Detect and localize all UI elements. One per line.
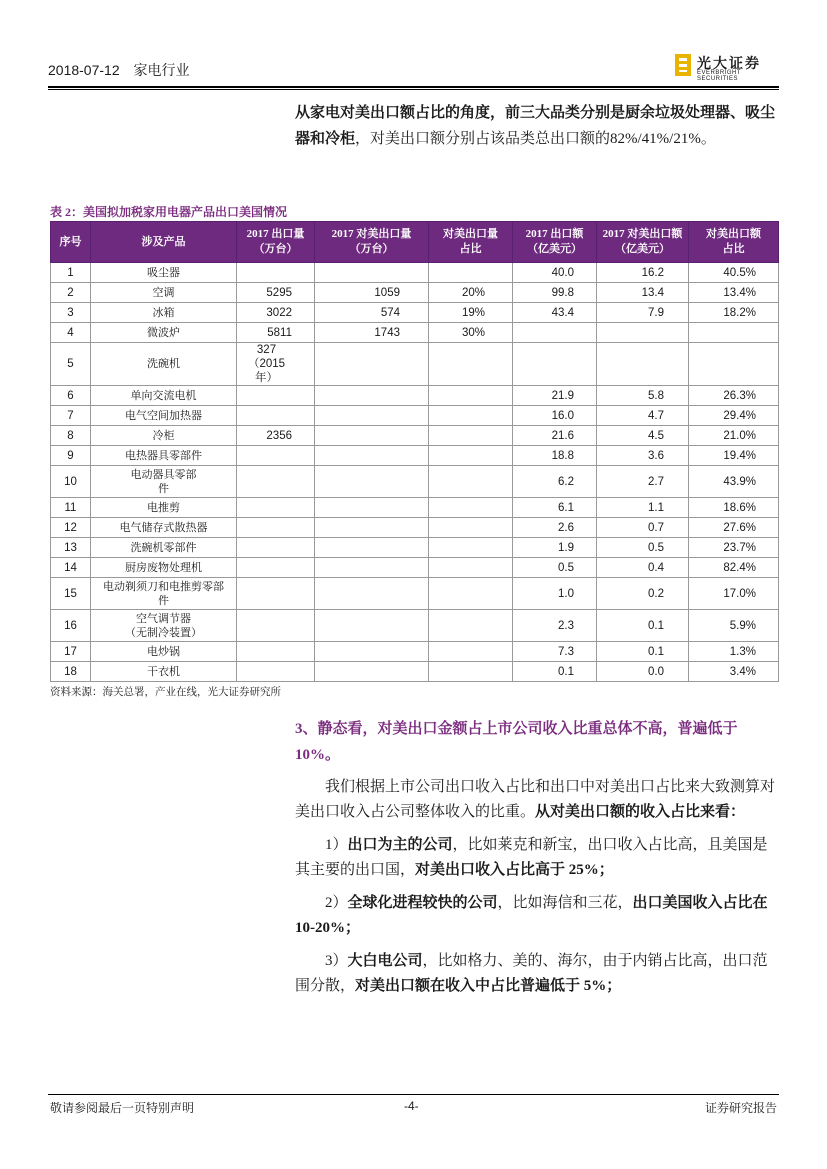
p4-num: 3）	[325, 953, 348, 969]
table-cell	[237, 498, 315, 518]
table-cell	[315, 642, 429, 662]
p3-bold: 全球化进程较快的公司	[347, 895, 498, 911]
intro-rest: ，对美出口额分别占该品类总出口额的82%/41%/21%。	[355, 131, 716, 147]
table-cell: 0.5	[513, 558, 597, 578]
table-row	[51, 323, 779, 343]
table-cell	[315, 578, 429, 610]
table-cell	[237, 558, 315, 578]
table-row	[51, 642, 779, 662]
table-cell: 19.4%	[689, 446, 779, 466]
table-cell: 21.9	[513, 386, 597, 406]
table-row	[51, 283, 779, 303]
table-cell: 17	[51, 642, 91, 662]
paragraph-4	[295, 949, 779, 999]
column-header: 2017 对美出口额 （亿美元）	[597, 222, 689, 263]
table-cell	[315, 406, 429, 426]
table-cell: 5811	[237, 323, 315, 343]
table-cell	[429, 610, 513, 642]
table-source: 资料来源：海关总署，产业在线，光大证券研究所	[50, 687, 281, 698]
table-cell: 16.2	[597, 263, 689, 283]
footer-divider	[48, 1094, 779, 1095]
table-cell	[597, 323, 689, 343]
table-cell: 0.7	[597, 518, 689, 538]
table-cell: 29.4%	[689, 406, 779, 426]
table-cell: 4.5	[597, 426, 689, 446]
table-cell: 冰箱	[91, 303, 237, 323]
company-logo	[675, 52, 779, 80]
table-cell	[689, 323, 779, 343]
page-header	[48, 52, 779, 84]
table-cell: 0.1	[513, 662, 597, 682]
table-row	[51, 610, 779, 642]
table-cell	[429, 446, 513, 466]
table-cell: 洗碗机零部件	[91, 538, 237, 558]
header-divider	[48, 86, 779, 88]
table-cell	[237, 518, 315, 538]
table-cell: 电气空间加热器	[91, 406, 237, 426]
table-cell: 7.9	[597, 303, 689, 323]
table-row	[51, 498, 779, 518]
table-cell: 40.0	[513, 263, 597, 283]
p4-text: ，比如格力、美的、海尔，由于内销占比高，出口范围分散，	[295, 953, 768, 994]
table-cell: 21.6	[513, 426, 597, 446]
table-cell: 17.0%	[689, 578, 779, 610]
table-cell	[237, 610, 315, 642]
table-row	[51, 518, 779, 538]
table-cell: 23.7%	[689, 538, 779, 558]
table-cell	[429, 642, 513, 662]
table-cell: 4	[51, 323, 91, 343]
p4-bold: 大白电公司	[347, 953, 423, 969]
table-cell	[237, 642, 315, 662]
table-row	[51, 386, 779, 406]
table-cell	[315, 498, 429, 518]
table-cell: 2.6	[513, 518, 597, 538]
table-cell	[429, 558, 513, 578]
p1-text: 我们根据上市公司出口收入占比和出口中对美出口占比来大致测算对美出口收入占公司整体收入的比重。	[295, 779, 776, 820]
table-cell	[237, 386, 315, 406]
table-cell: 电热器具零部件	[91, 446, 237, 466]
table-cell: 82.4%	[689, 558, 779, 578]
table-cell	[315, 386, 429, 406]
table-cell: 3022	[237, 303, 315, 323]
logo-text-en: EVERBRIGHT SECURITIES	[697, 70, 741, 82]
table-cell	[237, 466, 315, 498]
table-cell: 5.9%	[689, 610, 779, 642]
table-cell	[237, 446, 315, 466]
column-header: 对美出口量 占比	[429, 222, 513, 263]
table-cell: 2.7	[597, 466, 689, 498]
table-cell	[429, 662, 513, 682]
p4-bold-end: 对美出口额在收入中占比普遍低于 5%；	[355, 978, 622, 994]
table-cell: 13	[51, 538, 91, 558]
table-cell: 5295	[237, 283, 315, 303]
table-cell	[689, 343, 779, 386]
table-cell	[429, 343, 513, 386]
paragraph-1	[295, 775, 779, 825]
table-cell	[513, 343, 597, 386]
table-cell: 19%	[429, 303, 513, 323]
p1-bold: 从对美出口额的收入占比来看：	[535, 804, 746, 820]
table-cell	[597, 343, 689, 386]
p3-num: 2）	[325, 895, 348, 911]
table-cell: 1.9	[513, 538, 597, 558]
table-cell: 4.7	[597, 406, 689, 426]
table-cell: 5.8	[597, 386, 689, 406]
table-cell	[429, 386, 513, 406]
table-row	[51, 426, 779, 446]
table-cell: 327 （2015 年）	[237, 343, 315, 386]
table-row	[51, 446, 779, 466]
column-header: 对美出口额 占比	[689, 222, 779, 263]
table-cell	[237, 406, 315, 426]
table-cell	[237, 662, 315, 682]
table-row	[51, 662, 779, 682]
table-cell	[429, 406, 513, 426]
table-cell: 8	[51, 426, 91, 446]
table-cell: 43.9%	[689, 466, 779, 498]
table-cell	[315, 263, 429, 283]
table-cell: 单向交流电机	[91, 386, 237, 406]
table-cell: 15	[51, 578, 91, 610]
table-cell	[429, 466, 513, 498]
table-cell: 12	[51, 518, 91, 538]
table-cell: 1.0	[513, 578, 597, 610]
header-divider-thin	[48, 89, 779, 90]
table-cell: 21.0%	[689, 426, 779, 446]
footer-disclaimer: 敬请参阅最后一页特别声明	[50, 1101, 195, 1115]
table-cell: 0.1	[597, 642, 689, 662]
table-cell: 厨房废物处理机	[91, 558, 237, 578]
table-cell: 30%	[429, 323, 513, 343]
export-table	[50, 221, 778, 682]
table-cell: 99.8	[513, 283, 597, 303]
table-row	[51, 263, 779, 283]
table-cell: 13.4	[597, 283, 689, 303]
table-cell: 6	[51, 386, 91, 406]
column-header: 2017 出口量 （万台）	[237, 222, 315, 263]
table-cell: 13.4%	[689, 283, 779, 303]
table-row	[51, 406, 779, 426]
table-cell: 干衣机	[91, 662, 237, 682]
table-body	[51, 263, 779, 682]
table-cell: 7	[51, 406, 91, 426]
table-cell: 18.6%	[689, 498, 779, 518]
table-cell: 0.5	[597, 538, 689, 558]
p3-text: ，比如海信和三花，	[497, 895, 633, 911]
table-cell	[429, 426, 513, 446]
table-cell: 7.3	[513, 642, 597, 662]
table-cell	[315, 343, 429, 386]
table-cell: 电炒锅	[91, 642, 237, 662]
table-cell	[237, 538, 315, 558]
table-cell: 6.1	[513, 498, 597, 518]
report-date: 2018-07-12	[48, 62, 120, 78]
table-cell: 40.5%	[689, 263, 779, 283]
table-cell: 43.4	[513, 303, 597, 323]
header-meta	[48, 60, 200, 80]
paragraph-3	[295, 891, 779, 941]
table-cell: 16.0	[513, 406, 597, 426]
table-cell	[429, 578, 513, 610]
p2-bold: 出口为主的公司	[347, 837, 453, 853]
table-cell: 空调	[91, 283, 237, 303]
section-heading: 3、静态看，对美出口金额占上市公司收入比重总体不高，普遍低于 10%。	[295, 721, 738, 763]
table-cell: 电动剃须刀和电推剪零部 件	[91, 578, 237, 610]
table-cell	[237, 578, 315, 610]
table-cell	[237, 263, 315, 283]
table-cell: 微波炉	[91, 323, 237, 343]
table-title: 表 2：美国拟加税家用电器产品出口美国情况	[50, 205, 288, 219]
table-cell: 0.0	[597, 662, 689, 682]
table-cell: 18.8	[513, 446, 597, 466]
table-cell	[315, 466, 429, 498]
table-cell: 20%	[429, 283, 513, 303]
table-cell	[315, 610, 429, 642]
table-cell: 18	[51, 662, 91, 682]
table-cell	[429, 498, 513, 518]
table-cell: 18.2%	[689, 303, 779, 323]
table-cell: 2356	[237, 426, 315, 446]
table-cell	[513, 323, 597, 343]
table-cell: 2.3	[513, 610, 597, 642]
table-cell: 2	[51, 283, 91, 303]
table-cell: 0.2	[597, 578, 689, 610]
table-cell: 1059	[315, 283, 429, 303]
table-header-row	[51, 222, 779, 263]
table-cell	[315, 558, 429, 578]
table-cell: 3.6	[597, 446, 689, 466]
intro-paragraph	[295, 100, 779, 152]
table-row	[51, 578, 779, 610]
column-header: 2017 出口额 （亿美元）	[513, 222, 597, 263]
table-cell: 空气调节器 （无制冷装置）	[91, 610, 237, 642]
table-cell: 3.4%	[689, 662, 779, 682]
table-cell: 吸尘器	[91, 263, 237, 283]
table-cell: 1	[51, 263, 91, 283]
table-cell: 1743	[315, 323, 429, 343]
logo-mark-icon	[675, 54, 691, 76]
table-cell: 26.3%	[689, 386, 779, 406]
table-cell: 574	[315, 303, 429, 323]
column-header: 2017 对美出口量 （万台）	[315, 222, 429, 263]
p2-text: ，比如莱克和新宝，出口收入占比高，且美国是其主要的出口国，	[295, 837, 768, 878]
column-header: 序号	[51, 222, 91, 263]
footer-report-type: 证券研究报告	[704, 1101, 777, 1115]
table-cell: 9	[51, 446, 91, 466]
page-number: -4-	[404, 1099, 419, 1113]
table-cell: 0.4	[597, 558, 689, 578]
paragraph-2	[295, 833, 779, 883]
table-cell	[315, 518, 429, 538]
column-header: 涉及产品	[91, 222, 237, 263]
table-cell	[429, 518, 513, 538]
intro-bold: 从家电对美出口额占比的角度，前三大品类分别是厨余垃圾处理器、吸尘器和冷柜	[295, 105, 776, 147]
table-cell: 3	[51, 303, 91, 323]
table-cell	[429, 263, 513, 283]
table-cell	[429, 538, 513, 558]
industry-label: 家电行业	[133, 62, 190, 78]
p2-num: 1）	[325, 837, 348, 853]
table-cell: 27.6%	[689, 518, 779, 538]
table-cell: 电推剪	[91, 498, 237, 518]
table-cell: 6.2	[513, 466, 597, 498]
table-cell: 16	[51, 610, 91, 642]
p2-bold-end: 对美出口收入占比高于 25%；	[415, 862, 614, 878]
table-cell: 1.3%	[689, 642, 779, 662]
logo-text-cn: 光大证券	[697, 55, 761, 71]
table-cell: 10	[51, 466, 91, 498]
table-cell: 5	[51, 343, 91, 386]
table-row	[51, 466, 779, 498]
table-cell	[315, 426, 429, 446]
table-cell: 冷柜	[91, 426, 237, 446]
p3-bold-end: 出口美国收入占比在 10-20%；	[295, 895, 768, 936]
table-cell: 电气储存式散热器	[91, 518, 237, 538]
table-row	[51, 558, 779, 578]
table-cell	[315, 538, 429, 558]
table-cell	[315, 446, 429, 466]
table-row	[51, 343, 779, 386]
table-cell	[315, 662, 429, 682]
table-row	[51, 303, 779, 323]
body-text	[295, 775, 779, 1007]
table-cell: 11	[51, 498, 91, 518]
table-cell: 14	[51, 558, 91, 578]
table-cell: 1.1	[597, 498, 689, 518]
table-row	[51, 538, 779, 558]
table-cell: 0.1	[597, 610, 689, 642]
table-cell: 洗碗机	[91, 343, 237, 386]
table-cell: 电动器具零部 件	[91, 466, 237, 498]
